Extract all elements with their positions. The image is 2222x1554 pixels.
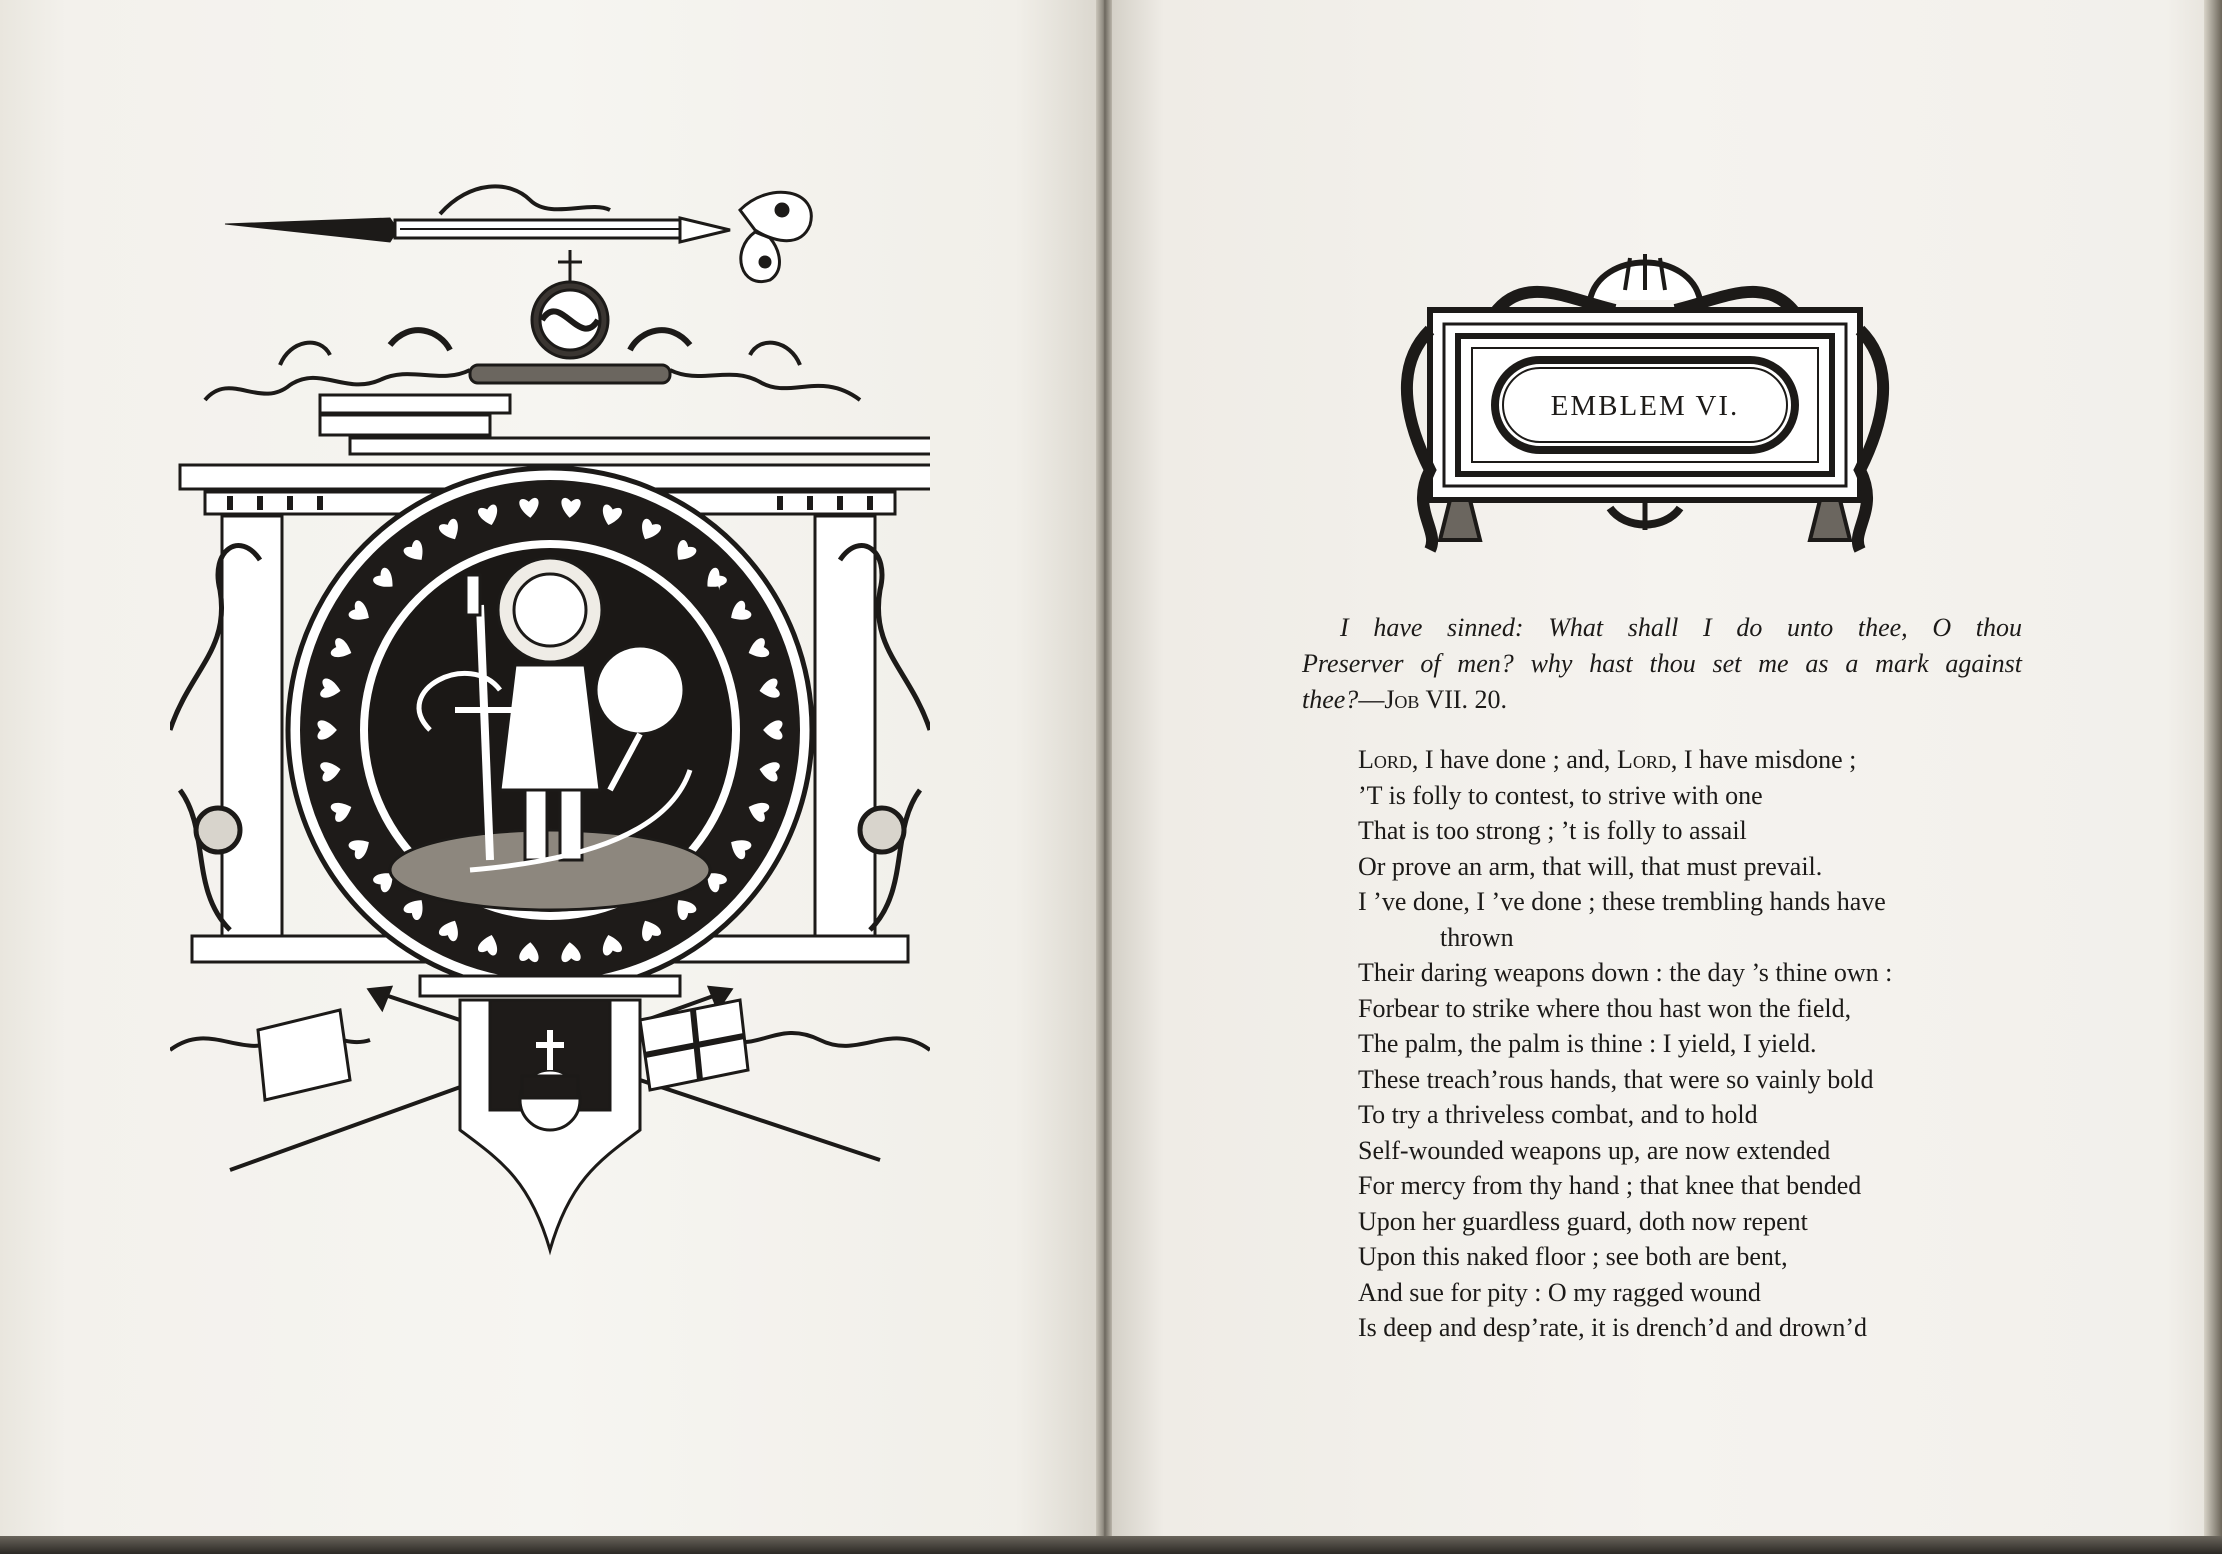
epigraph-line-3-text: thee? — [1302, 685, 1359, 714]
poem-line: And sue for pity : O my ragged wound — [1358, 1277, 1761, 1307]
shield-icon — [420, 976, 680, 1250]
poem-line: That is too strong ; ’t is folly to assail — [1358, 816, 1747, 845]
poem-line: The palm, the palm is thine : I yield, I yield. — [1358, 1029, 1817, 1058]
poem-line: Forbear to strike where thou hast won the field, — [1358, 993, 1852, 1023]
svg-text:✦: ✦ — [710, 571, 729, 596]
book-bottom-edge — [0, 1536, 2222, 1554]
orb-icon — [532, 250, 608, 358]
poem-line: Upon her guardless guard, doth now repent — [1358, 1206, 1808, 1236]
poem-line-continuation: thrown — [1440, 922, 1514, 952]
epigraph-line-1: I have sinned: What shall I do unto thee, O thou — [1340, 613, 2022, 642]
epigraph-reference: —Job VII. 20. — [1358, 685, 1508, 714]
poem-line: These treach’rous hands, that were so vainly bold — [1358, 1064, 1874, 1094]
epigraph-line-2: Preserver of men? why hast thou set me as a mark against — [1302, 649, 2022, 678]
poem-line-1 — [1358, 742, 2018, 778]
emblem-title: EMBLEM VI. — [1550, 390, 1740, 422]
epigraph-line-3 — [1302, 682, 2022, 718]
poem-line-1-mid: , I have done ; and, — [1411, 745, 1617, 774]
page-edge — [2204, 0, 2222, 1554]
spear-icon — [225, 186, 730, 242]
poem-line: Upon this naked floor ; see both are bent, — [1358, 1242, 1788, 1271]
poem-line: Is deep and desp’rate, it is drench’d and drown’d — [1358, 1313, 1867, 1342]
book-gutter — [1096, 0, 1112, 1554]
poem — [1358, 742, 2018, 1346]
poem-line: ’T is folly to contest, to strive with one — [1358, 780, 1763, 810]
poem-line-1-end: , I have misdone ; — [1670, 745, 1857, 774]
poem-line: To try a thriveless combat, and to hold — [1358, 1100, 1758, 1129]
poem-line: Or prove an arm, that will, that must prevail. — [1358, 851, 1823, 881]
poem-line-1-lord: Lord — [1358, 745, 1412, 774]
poem-line-1-lord-2: Lord — [1616, 745, 1671, 774]
poem-line: Self-wounded weapons up, are now extended — [1358, 1135, 1831, 1165]
epigraph — [1302, 610, 2022, 718]
left-page — [0, 0, 1104, 1554]
poem-line: I ’ve done, I ’ve done ; these trembling hands have — [1358, 887, 1886, 916]
poem-line: For mercy from thy hand ; that knee that bended — [1358, 1171, 1862, 1200]
poem-line: Their daring weapons down : the day ’s thine own : — [1358, 958, 1893, 987]
butterfly-icon — [740, 192, 811, 281]
emblem-engraving — [170, 170, 930, 1280]
